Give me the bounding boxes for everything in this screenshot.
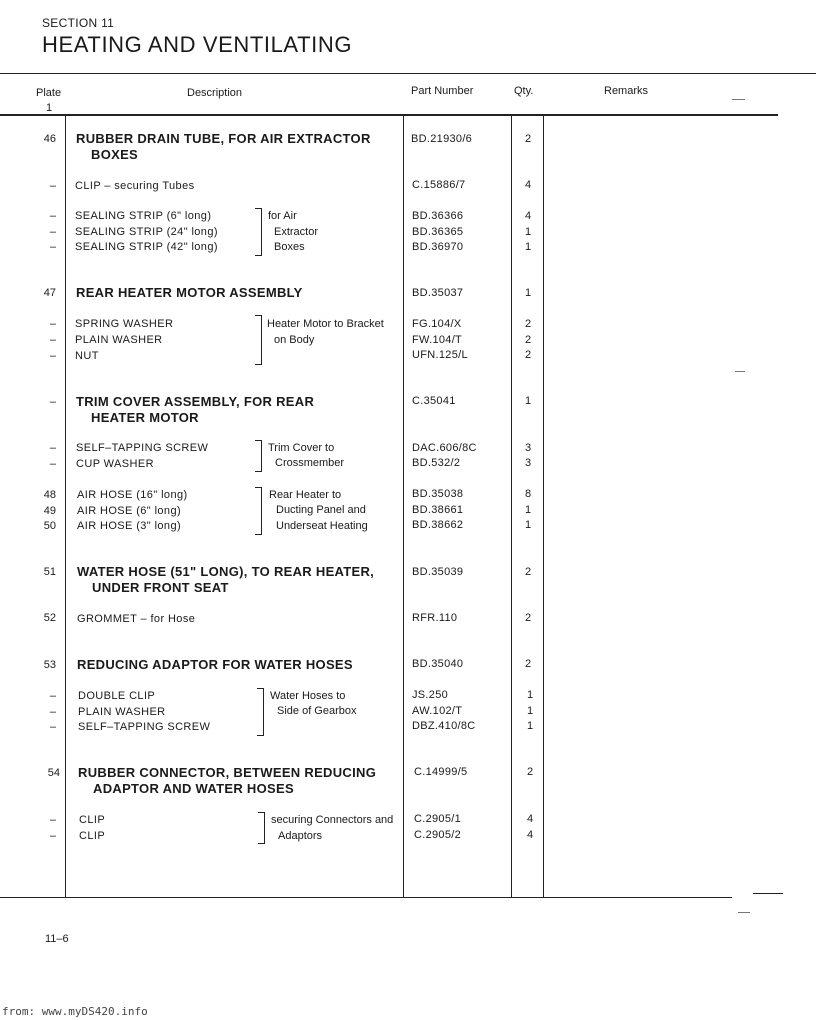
bracket (255, 487, 262, 535)
qty-cell: 4 (526, 813, 534, 825)
qty-cell: 1 (526, 705, 534, 717)
plate-cell: – (49, 830, 56, 842)
bracket (255, 208, 262, 256)
divider-description (403, 116, 404, 897)
description-cell: HEATER MOTOR (91, 410, 199, 425)
plate-cell: 46 (43, 133, 56, 145)
description-cell: UNDER FRONT SEAT (92, 580, 229, 595)
part-number-cell: C.35041 (412, 395, 456, 407)
qty-cell: 3 (524, 442, 532, 454)
plate-cell: – (49, 721, 56, 733)
description-cell: RUBBER CONNECTOR, BETWEEN REDUCING (78, 765, 377, 780)
description-cell: REAR HEATER MOTOR ASSEMBLY (76, 285, 303, 300)
qty-cell: 1 (524, 395, 532, 407)
qty-cell: 2 (524, 612, 532, 624)
qty-cell: 2 (526, 766, 534, 778)
description-cell: AIR HOSE (3" long) (77, 520, 182, 532)
plate-cell: – (49, 442, 56, 454)
part-number-cell: C.2905/2 (414, 829, 462, 841)
plate-cell: – (49, 241, 56, 253)
part-number-cell: RFR.110 (412, 612, 458, 624)
qty-cell: 1 (524, 504, 532, 516)
part-number-cell: BD.36970 (412, 241, 464, 253)
description-cell: CLIP (79, 830, 106, 842)
plate-cell: 49 (43, 505, 56, 517)
part-number-cell: DBZ.410/8C (412, 720, 476, 732)
qty-cell: 1 (526, 720, 534, 732)
print-mark (735, 371, 745, 372)
qty-cell: 1 (524, 519, 532, 531)
qty-cell: 1 (524, 287, 532, 299)
qty-cell: 2 (524, 318, 532, 330)
part-number-cell: BD.36365 (412, 226, 464, 238)
qty-cell: 2 (524, 658, 532, 670)
description-cell: PLAIN WASHER (75, 334, 163, 346)
part-number-cell: C.2905/1 (414, 813, 462, 825)
plate-cell: – (49, 706, 56, 718)
remark-note: Adaptors (278, 830, 323, 842)
divider-part (511, 116, 512, 897)
header-rule-top (0, 73, 816, 74)
plate-cell: – (49, 210, 56, 222)
description-cell: CLIP – securing Tubes (75, 180, 195, 192)
description-cell: SPRING WASHER (75, 318, 174, 330)
remark-note: Underseat Heating (276, 520, 368, 532)
part-number-cell: BD.35037 (412, 287, 464, 299)
description-cell: SEALING STRIP (24" long) (75, 226, 218, 238)
plate-cell: – (49, 814, 56, 826)
part-number-cell: JS.250 (412, 689, 449, 701)
part-number-cell: BD.532/2 (412, 457, 461, 469)
remark-note: Crossmember (275, 457, 345, 469)
description-cell: AIR HOSE (16" long) (77, 489, 188, 501)
description-cell: TRIM COVER ASSEMBLY, FOR REAR (76, 394, 315, 409)
remark-note: Water Hoses to (270, 690, 346, 702)
remark-note: Ducting Panel and (276, 504, 366, 516)
col-header-plate-number: 1 (46, 102, 53, 114)
qty-cell: 2 (524, 566, 532, 578)
plate-cell: 54 (47, 767, 60, 779)
remark-note: Boxes (274, 241, 305, 253)
qty-cell: 1 (524, 226, 532, 238)
remark-note: Side of Gearbox (277, 705, 357, 717)
print-mark (738, 912, 750, 913)
header-rule-bottom (0, 114, 778, 116)
table-bottom-rule (0, 897, 732, 898)
part-number-cell: DAC.606/8C (412, 442, 477, 454)
part-number-cell: BD.38662 (412, 519, 464, 531)
plate-cell: 50 (43, 520, 56, 532)
section-label: SECTION 11 (42, 16, 115, 30)
part-number-cell: BD.35038 (412, 488, 464, 500)
bracket (255, 440, 262, 472)
plate-cell: – (49, 226, 56, 238)
part-number-cell: BD.21930/6 (411, 133, 473, 145)
description-cell: REDUCING ADAPTOR FOR WATER HOSES (77, 657, 353, 672)
part-number-cell: AW.102/T (412, 705, 463, 717)
divider-plate (65, 116, 66, 897)
part-number-cell: C.15886/7 (412, 179, 466, 191)
part-number-cell: C.14999/5 (414, 766, 468, 778)
col-header-plate: Plate (36, 87, 62, 99)
remark-note: Rear Heater to (269, 489, 342, 501)
description-cell: ADAPTOR AND WATER HOSES (93, 781, 294, 796)
plate-cell: 51 (43, 566, 56, 578)
part-number-cell: BD.35039 (412, 566, 464, 578)
plate-cell: – (49, 458, 56, 470)
col-header-remarks: Remarks (604, 85, 649, 97)
description-cell: SELF–TAPPING SCREW (76, 442, 209, 454)
description-cell: AIR HOSE (6" long) (77, 505, 182, 517)
plate-cell: – (49, 350, 56, 362)
qty-cell: 3 (524, 457, 532, 469)
description-cell: CUP WASHER (76, 458, 154, 470)
page-number: 11–6 (45, 933, 69, 945)
plate-cell: 52 (43, 612, 56, 624)
col-header-qty: Qty. (514, 85, 534, 97)
qty-cell: 4 (524, 179, 532, 191)
description-cell: PLAIN WASHER (78, 706, 166, 718)
plate-cell: – (49, 318, 56, 330)
page-title: HEATING AND VENTILATING (42, 32, 353, 57)
part-number-cell: BD.36366 (412, 210, 464, 222)
watermark: from: www.myDS420.info (2, 1005, 148, 1018)
divider-qty (543, 116, 544, 897)
plate-cell: – (49, 334, 56, 346)
qty-cell: 1 (524, 241, 532, 253)
part-number-cell: UFN.125/L (412, 349, 468, 361)
print-mark (732, 99, 745, 100)
bracket (258, 812, 265, 844)
description-cell: SEALING STRIP (6" long) (75, 210, 212, 222)
qty-cell: 1 (526, 689, 534, 701)
bracket (255, 315, 262, 365)
plate-cell: 47 (43, 287, 56, 299)
table-bottom-rule-right (753, 893, 783, 894)
remark-note: Trim Cover to (268, 442, 335, 454)
part-number-cell: BD.35040 (412, 658, 464, 670)
part-number-cell: FW.104/T (412, 334, 463, 346)
description-cell: NUT (75, 350, 99, 362)
qty-cell: 8 (524, 488, 532, 500)
remark-note: for Air (268, 210, 297, 222)
qty-cell: 2 (524, 349, 532, 361)
description-cell: SELF–TAPPING SCREW (78, 721, 211, 733)
plate-cell: – (49, 396, 56, 408)
qty-cell: 4 (526, 829, 534, 841)
description-cell: GROMMET – for Hose (77, 613, 196, 625)
description-cell: DOUBLE CLIP (78, 690, 156, 702)
description-cell: BOXES (91, 147, 139, 162)
qty-cell: 2 (524, 334, 532, 346)
plate-cell: – (49, 690, 56, 702)
plate-cell: 53 (43, 659, 56, 671)
description-cell: RUBBER DRAIN TUBE, FOR AIR EXTRACTOR (76, 131, 371, 146)
part-number-cell: BD.38661 (412, 504, 464, 516)
description-cell: WATER HOSE (51" LONG), TO REAR HEATER, (77, 564, 375, 579)
col-header-description: Description (187, 87, 243, 99)
col-header-part-number: Part Number (411, 85, 474, 97)
plate-cell: 48 (43, 489, 56, 501)
description-cell: SEALING STRIP (42" long) (75, 241, 218, 253)
remark-note: Heater Motor to Bracket (267, 318, 384, 330)
bracket (257, 688, 264, 736)
description-cell: CLIP (79, 814, 106, 826)
remark-note: securing Connectors and (271, 814, 394, 826)
remark-note: on Body (274, 334, 315, 346)
part-number-cell: FG.104/X (412, 318, 462, 330)
plate-cell: – (49, 180, 56, 192)
qty-cell: 2 (524, 133, 532, 145)
remark-note: Extractor (274, 226, 319, 238)
qty-cell: 4 (524, 210, 532, 222)
